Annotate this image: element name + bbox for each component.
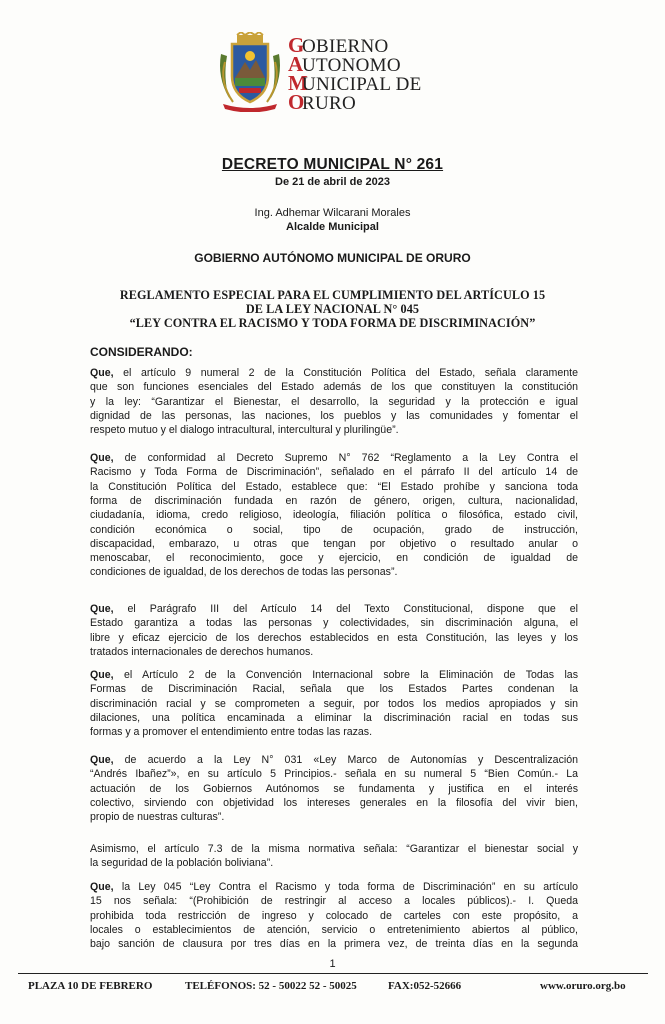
footer-address: PLAZA 10 DE FEBRERO (28, 980, 153, 992)
wordmark-letter: M (288, 71, 308, 95)
paragraph-line: dignidad de las personas, las naciones, los pueblos y las comunidades y fomentar el (90, 409, 578, 422)
mayor-role: Alcalde Municipal (286, 221, 379, 233)
paragraph-line: condiciones de igualdad, de los derechos de todas las personas”. (90, 566, 398, 579)
paragraph-line: Asimismo, el artículo 7.3 de la misma normativa señala: “Garantizar el bienestar social y (90, 843, 578, 855)
paragraph-line: que son funciones esenciales del Estado además de los que constituyen la constitución (90, 381, 578, 394)
decree-date: De 21 de abril de 2023 (275, 176, 390, 188)
paragraph-line: respeto mutuo y el dialogo intracultural, intercultural y plurilingüe”. (90, 424, 399, 437)
regulation-title-line: DE LA LEY NACIONAL N° 045 (245, 302, 420, 316)
paragraph-line: la seguridad de la población boliviana”. (90, 857, 274, 870)
paragraph-line: tratados internacionales de derechos humanos. (90, 645, 314, 658)
wordmark-word: UNICIPAL DE (302, 74, 422, 95)
paragraph-line: prohibida toda restricción de ingreso y colocado de carteles con este propósito, a (90, 909, 578, 922)
paragraph-line: Estado garantiza a todas las personas y colectividades, sin discriminación alguna, el (90, 617, 578, 630)
paragraph-line: libre y eficaz ejercicio de los derechos establecidos en esta Constitución, las leyes y los (90, 631, 578, 644)
paragraph-line: locales o establecimientos de atención, servicio o entretenimiento abiertos al público, (90, 923, 578, 936)
coat-of-arms-icon (215, 32, 285, 112)
paragraph-line: Que, el artículo 9 numeral 2 de la Constitución Política del Estado, señala claramente (90, 367, 578, 379)
paragraph-line: condición económica o social, tipo de ocupación, grado de instrucción, (90, 523, 578, 536)
paragraph-line: la Constitución Política del Estado, establece que: “El Estado prohíbe y sanciona toda (90, 480, 578, 493)
paragraph-line: Racismo y Toda Forma de Discriminación”, señalado en el párrafo II del artículo 14 de (90, 466, 578, 479)
wordmark-word: RURO (302, 93, 356, 114)
paragraph-line: actuación de los Gobiernos Autónomos se fundamenta y justifica en el interés (90, 782, 578, 795)
paragraph-line: menoscabar, el reconocimiento, goce y ejercicio, en condición de igualdad de (90, 552, 578, 565)
paragraph-line: Que, la Ley 045 “Ley Contra el Racismo y toda forma de Discriminación” en su artículo (90, 881, 578, 893)
wordmark-letter: A (288, 52, 304, 76)
paragraph-line: propio de nuestras culturas”. (90, 811, 225, 824)
wordmark-word: UTONOMO (302, 55, 401, 76)
decree-title: DECRETO MUNICIPAL N° 261 (221, 156, 444, 173)
paragraph-line: ciudadanía, idioma, credo religioso, ideología, filiación política o filosófica, estado civil, (90, 509, 578, 522)
paragraph-line: Que, de acuerdo a la Ley N° 031 «Ley Marco de Autonomías y Descentralización (90, 754, 578, 766)
considerando-heading: CONSIDERANDO: (90, 345, 193, 359)
paragraph-line: formas y a promover el entendimiento entre todas las razas. (90, 726, 373, 739)
footer-divider (18, 973, 648, 974)
paragraph-line: bajo sanción de clausura por tres días en la primera vez, de treinta días en la segunda (90, 938, 578, 951)
regulation-title-line: REGLAMENTO ESPECIAL PARA EL CUMPLIMIENTO DEL ARTÍCULO 15 (119, 288, 546, 302)
wordmark-letter: G (288, 33, 305, 57)
government-name: GOBIERNO AUTÓNOMO MUNICIPAL DE ORURO (194, 251, 471, 265)
paragraph-line: dilaciones, una política encaminada a eliminar la discriminación racial en todas sus (90, 711, 578, 724)
regulation-title-line: “LEY CONTRA EL RACISMO Y TODA FORMA DE DISCRIMINACIÓN” (129, 316, 536, 330)
wordmark-letter: O (288, 90, 305, 114)
paragraph-line: discapacidad, embarazo, u otras que tengan por objetivo o resultado anular o (90, 537, 578, 550)
page-number: 1 (329, 958, 336, 970)
footer-phones: TELÉFONOS: 52 - 50022 52 - 50025 (185, 980, 357, 992)
paragraph-line: colectivo, sirviendo con objetividad los intereses generales en la filosofía del vivir bien, (90, 796, 578, 809)
wordmark-word: OBIERNO (302, 36, 389, 57)
paragraph-line: Que, el Artículo 2 de la Convención Internacional sobre la Eliminación de Todas las (90, 669, 578, 681)
footer-website[interactable]: www.oruro.org.bo (540, 980, 626, 992)
paragraph-line: discriminación racial y se comprometen a seguir, por todos los medios apropiados y sin (90, 697, 578, 710)
paragraph-line: Formas de Discriminación Racial, señala que los Estados Partes condenan la (90, 683, 578, 696)
paragraph-line: 15 nos señala: “(Prohibición de restringir al acceso a locales públicos).- I. Queda (90, 895, 578, 908)
paragraph-line: forma de discriminación fundada en razón de género, origen, cultura, nacionalidad, (90, 494, 578, 507)
paragraph-line: y la ley: “Garantizar el Bienestar, el desarrollo, la seguridad y la protección e igual (90, 395, 578, 408)
paragraph-line: Que, de conformidad al Decreto Supremo N° 762 “Reglamento a la Ley Contra el (90, 452, 578, 464)
footer-fax: FAX:052-52666 (388, 980, 462, 992)
paragraph-line: “Andrés Ibañez”», en su artículo 5 Principios.- señala en su numeral 5 “Bien Común.- La (90, 768, 578, 781)
paragraph-line: Que, el Parágrafo III del Artículo 14 del Texto Constitucional, dispone que el (90, 603, 578, 615)
gamo-wordmark (288, 33, 548, 116)
mayor-name: Ing. Adhemar Wilcarani Morales (254, 207, 411, 219)
